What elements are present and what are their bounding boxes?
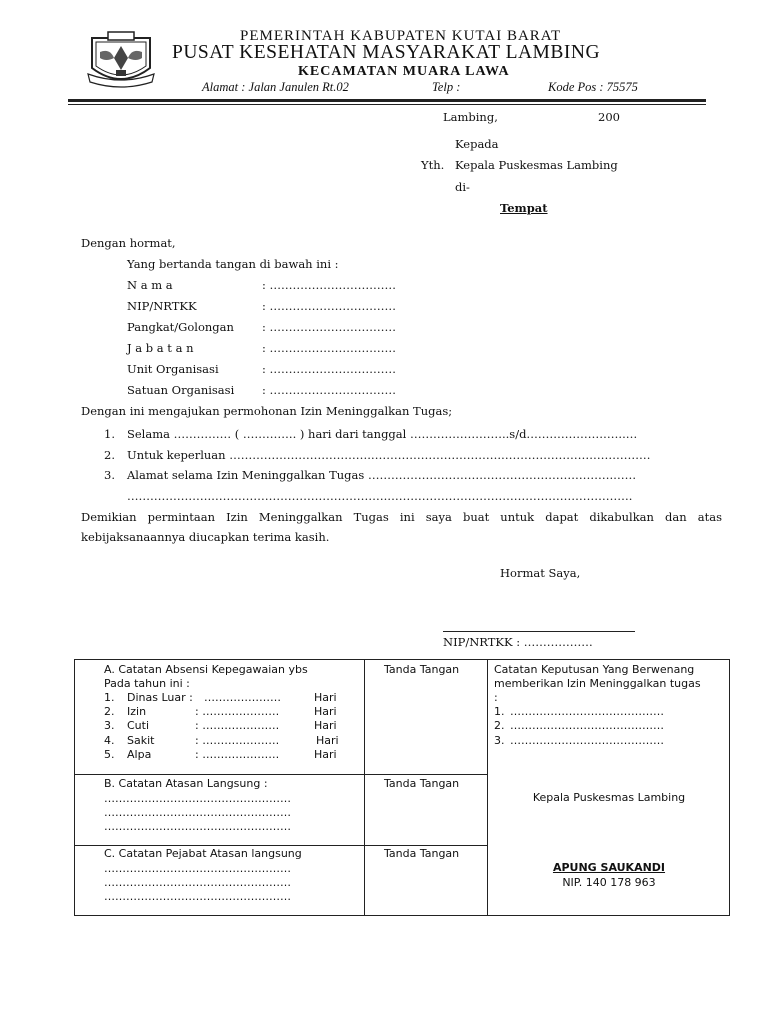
absence-row-3-unit: Hari bbox=[314, 719, 337, 732]
absence-row-1-label: Dinas Luar : bbox=[127, 691, 193, 704]
decision-item-3-num: 3. bbox=[494, 734, 505, 747]
section-b-dots-2: …………………………………………… bbox=[104, 806, 291, 819]
header-rule-thick bbox=[68, 99, 706, 102]
section-c-dots-3: …………………………………………… bbox=[104, 890, 291, 903]
header-district: KECAMATAN MUARA LAWA bbox=[298, 64, 510, 79]
item-2-num: 2. bbox=[104, 448, 115, 462]
field-jabatan-label: J a b a t a n bbox=[127, 341, 194, 355]
recipient-tempat: Tempat bbox=[500, 201, 548, 215]
header-rule-thin bbox=[68, 104, 706, 105]
absence-row-3-label: Cuti bbox=[127, 719, 150, 732]
decision-colon: : bbox=[494, 691, 498, 704]
official-name: APUNG SAUKANDI bbox=[552, 861, 666, 874]
recipient-yth: Yth. bbox=[421, 158, 445, 172]
absence-row-1-unit: Hari bbox=[314, 691, 337, 704]
decision-item-3-dots: …………………………………… bbox=[510, 734, 664, 747]
recipient-kepada: Kepada bbox=[455, 137, 499, 151]
decision-item-1-dots: …………………………………… bbox=[510, 705, 664, 718]
absence-row-3-dots: : ………………… bbox=[195, 719, 280, 732]
recipient-di: di- bbox=[455, 180, 470, 194]
section-b-signature-label: Tanda Tangan bbox=[384, 777, 460, 790]
absence-row-1-dots: ………………… bbox=[204, 691, 281, 704]
absence-row-2-num: 2. bbox=[104, 705, 115, 718]
decision-title-1: Catatan Keputusan Yang Berwenang bbox=[494, 663, 695, 676]
field-nip-label: NIP/NRTKK bbox=[127, 299, 197, 313]
absence-row-2-unit: Hari bbox=[314, 705, 337, 718]
official-nip: NIP. 140 178 963 bbox=[562, 876, 656, 889]
field-nip-value: : …………………………… bbox=[262, 299, 397, 313]
header-institution: PUSAT KESEHATAN MASYARAKAT LAMBING bbox=[172, 42, 601, 63]
header-government: PEMERINTAH KABUPATEN KUTAI BARAT bbox=[240, 28, 562, 44]
absence-row-2-label: Izin bbox=[127, 705, 147, 718]
field-satuan-value: : …………………………… bbox=[262, 383, 397, 397]
section-b-dots-1: …………………………………………… bbox=[104, 792, 291, 805]
field-nama-label: N a m a bbox=[127, 278, 173, 292]
absence-row-2-dots: : ………………… bbox=[195, 705, 280, 718]
section-c-dots-1: …………………………………………… bbox=[104, 862, 291, 875]
section-c-title: C. Catatan Pejabat Atasan langsung bbox=[104, 847, 302, 860]
item-3-num: 3. bbox=[104, 468, 115, 482]
absence-row-5-dots: : ………………… bbox=[195, 748, 280, 761]
signature-line bbox=[443, 631, 635, 632]
item-1-text: Selama …………… ( ………….. ) hari dari tanggal ……………………..s/d……………………..… bbox=[127, 427, 638, 441]
absence-row-1-num: 1. bbox=[104, 691, 115, 704]
section-c-signature-label: Tanda Tangan bbox=[384, 847, 460, 860]
decision-item-2-dots: …………………………………… bbox=[510, 719, 664, 732]
greeting: Dengan hormat, bbox=[81, 236, 176, 250]
request-text: Dengan ini mengajukan permohonan Izin Meninggalkan Tugas; bbox=[81, 404, 453, 418]
absence-row-5-label: Alpa bbox=[127, 748, 152, 761]
field-pangkat-value: : …………………………… bbox=[262, 320, 397, 334]
signer-nip: NIP/NRTKK : ……………… bbox=[443, 635, 593, 649]
section-b-title: B. Catatan Atasan Langsung : bbox=[104, 777, 268, 790]
recipient-name: Kepala Puskesmas Lambing bbox=[455, 158, 618, 172]
absence-row-3-num: 3. bbox=[104, 719, 115, 732]
section-a-subtitle: Pada tahun ini : bbox=[104, 677, 190, 690]
closing-line-1: Demikian permintaan Izin Meninggalkan Tugas ini saya buat untuk dapat dikabulkan dan atas bbox=[81, 510, 722, 524]
absence-row-4-unit: Hari bbox=[316, 734, 339, 747]
decision-title-2: memberikan Izin Meninggalkan tugas bbox=[494, 677, 701, 690]
date-year: 200 bbox=[598, 110, 620, 124]
decision-item-2-num: 2. bbox=[494, 719, 505, 732]
item-1-num: 1. bbox=[104, 427, 115, 441]
field-pangkat-label: Pangkat/Golongan bbox=[127, 320, 234, 334]
field-unit-value: : …………………………… bbox=[262, 362, 397, 376]
header-postcode: Kode Pos : 75575 bbox=[548, 80, 638, 94]
table-hline-1 bbox=[74, 774, 487, 775]
field-nama-value: : …………………………… bbox=[262, 278, 397, 292]
item-3-text: Alamat selama Izin Meninggalkan Tugas ……………………………………………………….…… bbox=[127, 468, 637, 482]
header-phone: Telp : bbox=[432, 80, 461, 94]
header-address: Alamat : Jalan Janulen Rt.02 bbox=[202, 80, 349, 94]
field-unit-label: Unit Organisasi bbox=[127, 362, 219, 376]
section-c-dots-2: …………………………………………… bbox=[104, 876, 291, 889]
decision-item-1-num: 1. bbox=[494, 705, 505, 718]
intro-text: Yang bertanda tangan di bawah ini : bbox=[127, 257, 339, 271]
item-2-text: Untuk keperluan ……………………………….…………………………….………………………………… bbox=[127, 448, 651, 462]
section-b-dots-3: …………………………………………… bbox=[104, 820, 291, 833]
absence-row-4-label: Sakit bbox=[127, 734, 155, 747]
absence-row-5-num: 5. bbox=[104, 748, 115, 761]
absence-row-4-dots: : ………………… bbox=[195, 734, 280, 747]
item-3-continuation: ………………….……………………………………….………………………………………………………. bbox=[127, 489, 633, 503]
absence-row-5-unit: Hari bbox=[314, 748, 337, 761]
table-hline-2 bbox=[74, 845, 487, 846]
closing-line-2: kebijaksanaannya diucapkan terima kasih. bbox=[81, 530, 330, 544]
field-satuan-label: Satuan Organisasi bbox=[127, 383, 235, 397]
absence-row-4-num: 4. bbox=[104, 734, 115, 747]
section-a-title: A. Catatan Absensi Kepegawaian ybs bbox=[104, 663, 308, 676]
date-place: Lambing, bbox=[443, 110, 498, 124]
regency-emblem-logo bbox=[86, 28, 156, 88]
field-jabatan-value: : …………………………… bbox=[262, 341, 397, 355]
section-a-signature-label: Tanda Tangan bbox=[384, 663, 460, 676]
regards: Hormat Saya, bbox=[500, 566, 581, 580]
official-title: Kepala Puskesmas Lambing bbox=[532, 791, 686, 804]
table-vline-1 bbox=[364, 659, 365, 916]
